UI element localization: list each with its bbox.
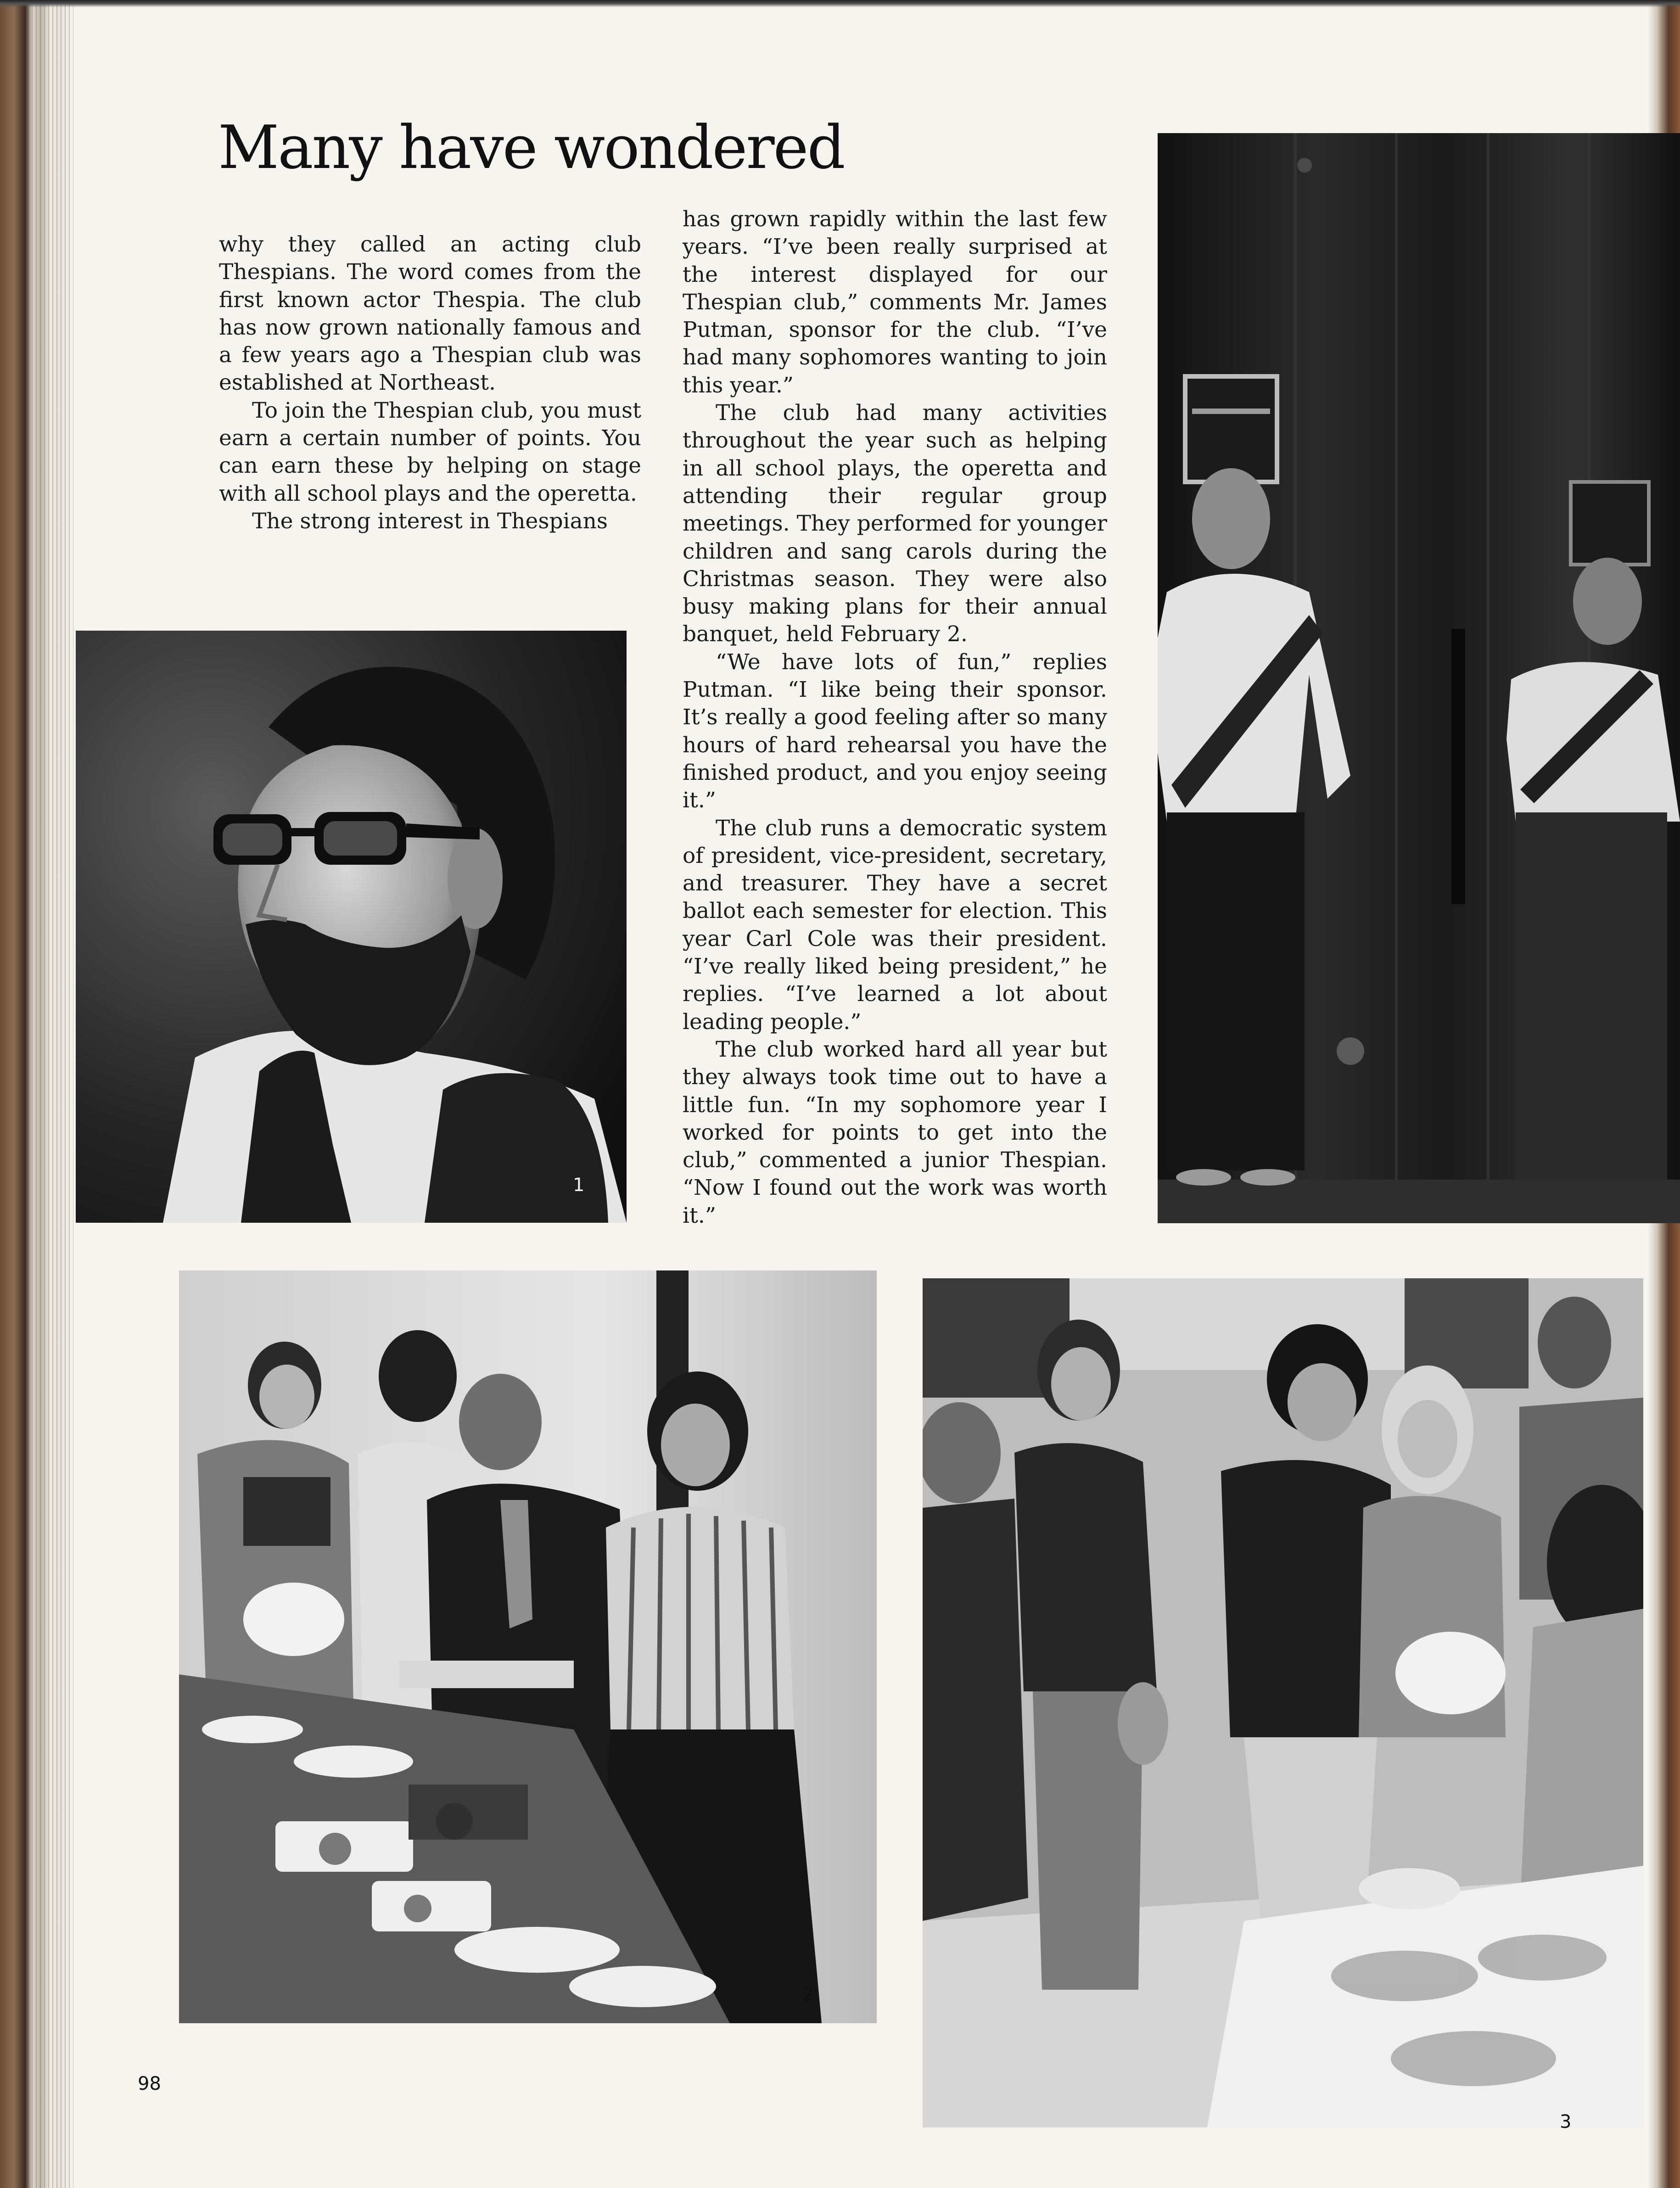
middle-text-column bbox=[683, 206, 1107, 1230]
headline: Many have wondered bbox=[218, 112, 844, 182]
crowd-photo-number: 3 bbox=[1560, 2111, 1572, 2132]
paragraph: why they called an acting club Thespians. The word comes from the first known actor Thespia. The club has now grown nationally famous and a few years ago a Thespian club was established at Northeast. bbox=[219, 232, 641, 396]
portrait-photo bbox=[76, 631, 627, 1223]
paragraph: has grown rapidly within the last few years. “I’ve been really surprised at the interest displayed for our Thespian club,” comments Mr. James Putman, sponsor for the club. “I’ve had many sophomores wanting to join this year.” bbox=[683, 207, 1107, 398]
stage-photo bbox=[1158, 133, 1680, 1223]
left-text-column bbox=[219, 231, 641, 535]
portrait-image bbox=[76, 631, 627, 1223]
book-binding-edge bbox=[0, 0, 73, 2188]
paragraph: “We have lots of fun,” replies Putman. “I like being their sponsor. It’s really a good feeling after so many hours of hard rehearsal you have the finished product, and you enjoy seeing it.” bbox=[683, 649, 1107, 813]
crowd-photo bbox=[923, 1278, 1643, 2127]
buffet-image bbox=[179, 1270, 877, 2023]
paragraph: The club worked hard all year but they always took time out to have a little fun. “In my sophomore year I worked for points to get into the club,” commented a junior Thespian. “Now I found out the work was worth it.” bbox=[683, 1036, 1107, 1228]
crowd-image bbox=[923, 1278, 1643, 2127]
paragraph: The club had many activities throughout the year such as helping in all school plays, the operetta and attending their regular group meetings. They performed for younger children and sang carols during the Christmas season. They were also busy making plans for their annual banquet, held February 2. bbox=[683, 400, 1107, 647]
stage-image bbox=[1158, 133, 1680, 1223]
photo-number: 1 bbox=[573, 1175, 585, 1196]
paragraph: The club runs a democratic system of president, vice-president, secretary, and treasurer. They have a secret ballot each semester for election. This year Carl Cole was their president. “I’ve really liked being president,” he replies. “I’ve learned a lot about leading people.” bbox=[683, 815, 1107, 1035]
buffet-photo bbox=[179, 1270, 877, 2023]
paragraph: To join the Thespian club, you must earn a certain number of points. You can earn these by helping on stage with all school plays and the operetta. bbox=[219, 397, 641, 506]
photo-number: 2 bbox=[802, 1984, 814, 2005]
top-page-edge bbox=[0, 0, 1680, 7]
page-number: 98 bbox=[138, 2073, 161, 2094]
paragraph: The strong interest in Thespians bbox=[252, 508, 608, 534]
